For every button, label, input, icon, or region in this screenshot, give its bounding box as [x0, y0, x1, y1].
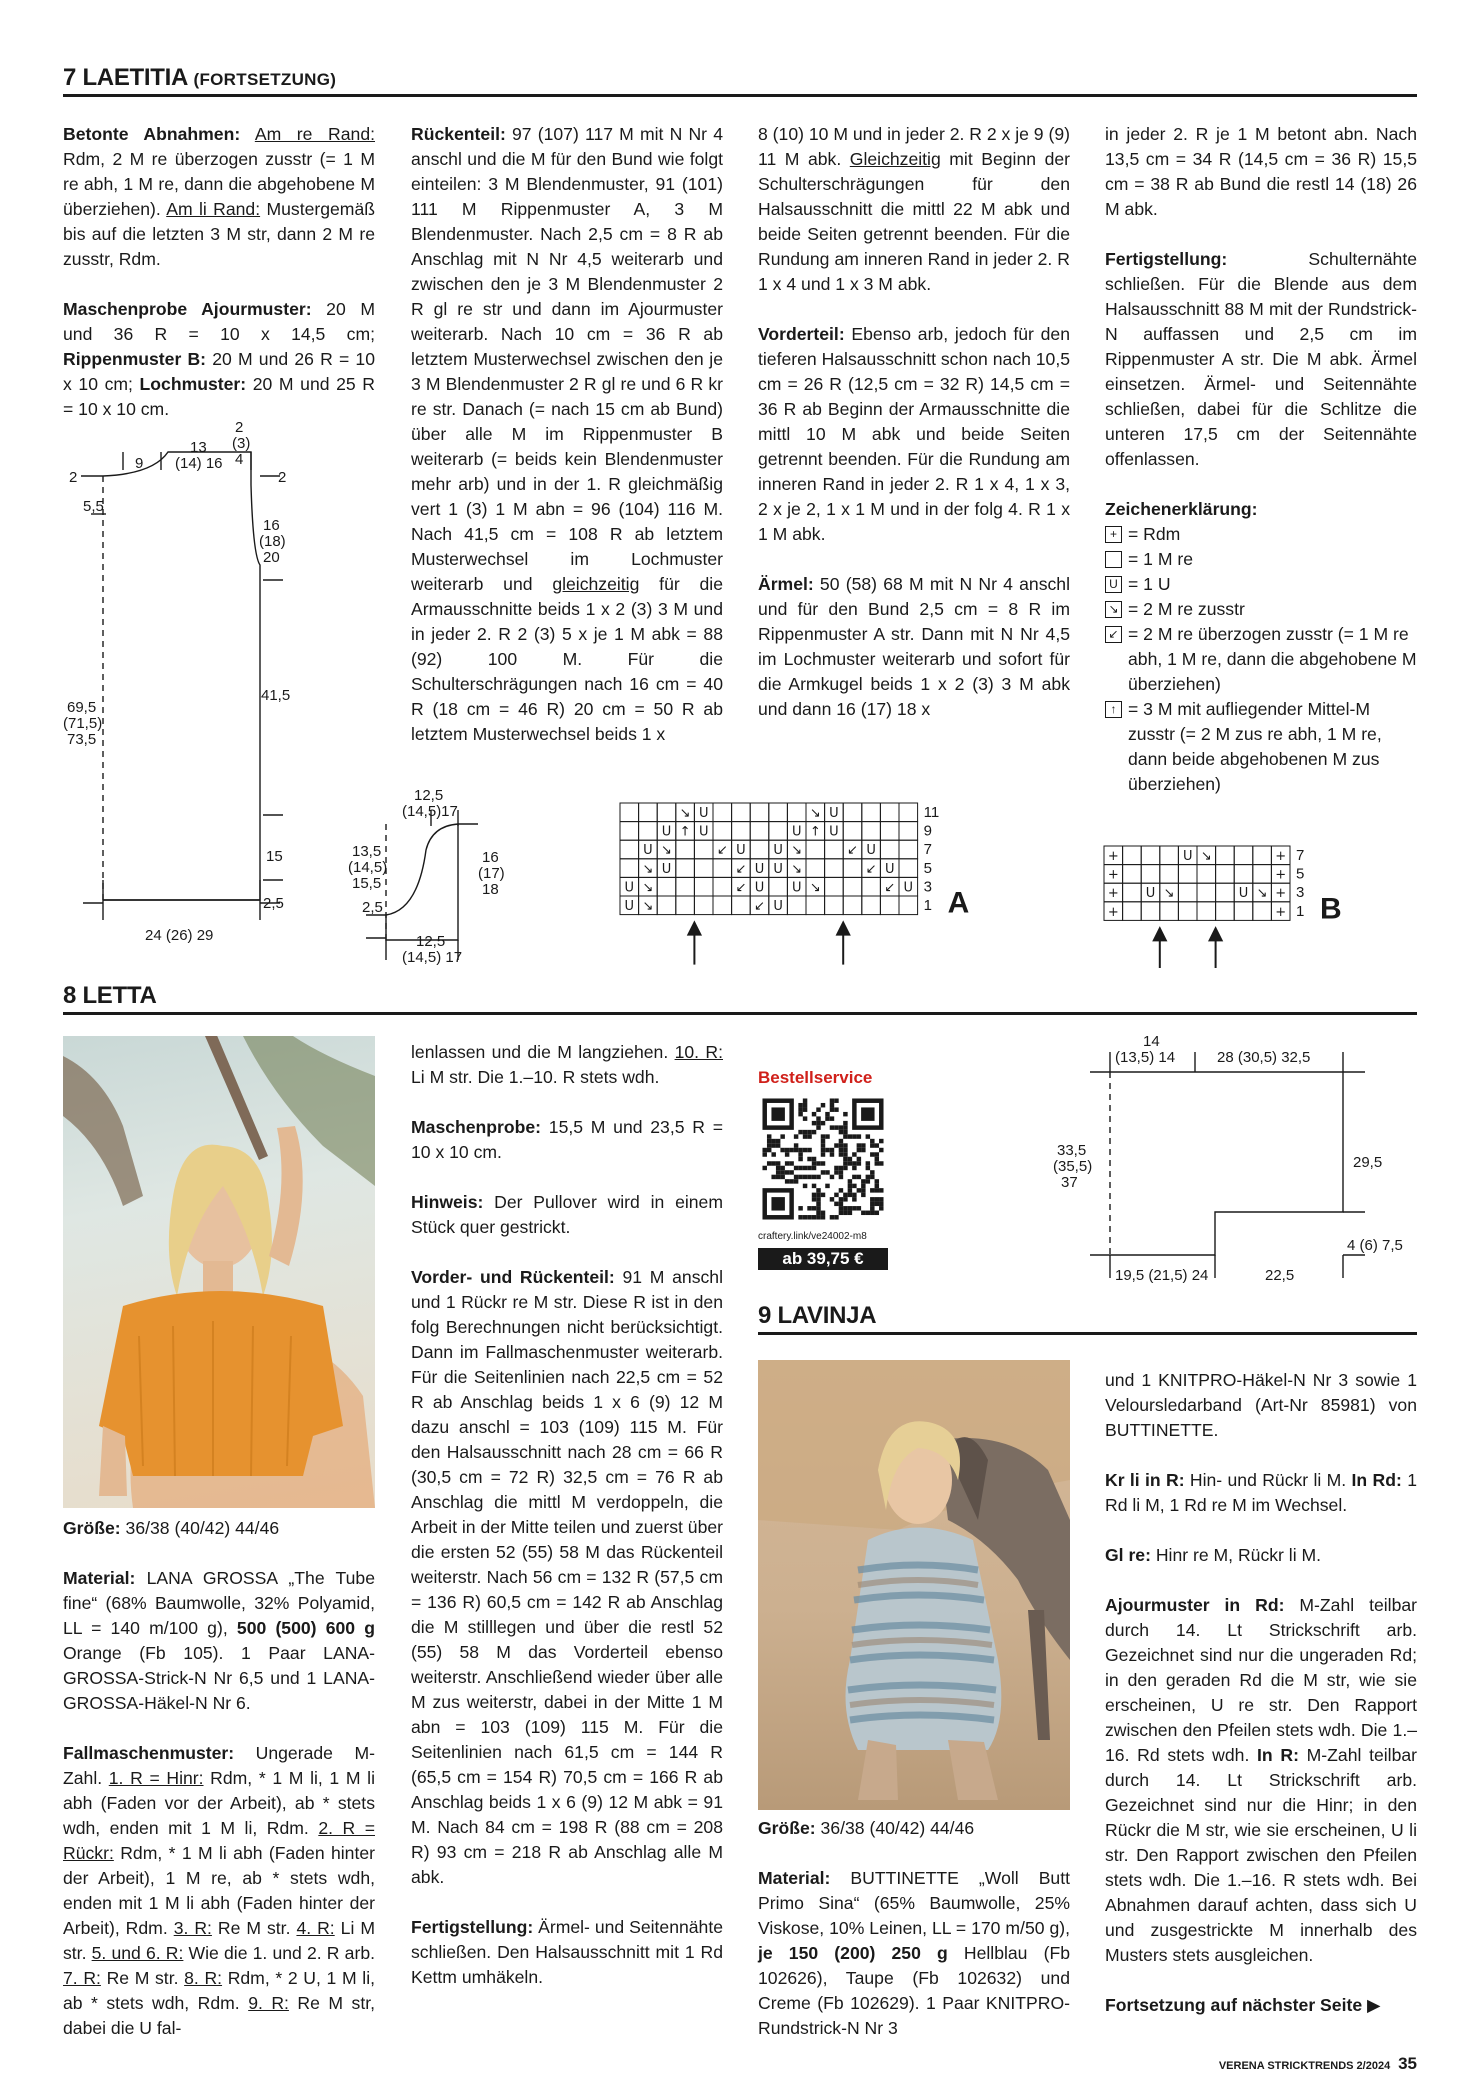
chart-cell	[1216, 902, 1235, 921]
chart-cell	[1234, 846, 1253, 865]
chart-symbol: ↙	[754, 899, 765, 914]
chart-cell	[694, 896, 713, 915]
section-7-col-4: in jeder 2. R je 1 M betont abn. Nach 13,5 cm = 34 R (14,5 cm = 36 R) 15,5 cm = 38 R ab Bund die restl 14 (18) 26 M abk. Fertigstellung: Schulternähte schließen. Für die Blende aus dem Halsausschnitt 88 M mit der Rundstrick-N auffassen und 2,5 cm im Rippenmuster A str. Die M abk. Ärmel einsetzen. Ärmel- und Seitennähte schließen, dabei für die Schlitze die unteren 17,5 cm der Seitennähte offenlassen. Zeichenerklärung: + = Rdm = 1 M re U = 1 U ↘ = 2 M re zusstr ↙ = 2 M re überzogen zusstr (= 1 M re abh, 1 M re, dann die abgehobene M überziehen) ↑ = 3 M mit aufliegender Mittel-M zusstr (= 2 M zus re abh, 1 M re, dann beide abgehobenen M zus überziehen)	[1105, 122, 1417, 797]
chart-cell	[1253, 846, 1272, 865]
chart-cell	[880, 840, 899, 859]
chart-row-label: 3	[923, 878, 932, 896]
chart-symbol: U	[1238, 886, 1249, 902]
chart-cell	[1178, 883, 1197, 902]
chart-cell	[1123, 846, 1142, 865]
chart-cell	[1123, 883, 1142, 902]
qr-code[interactable]	[758, 1094, 888, 1224]
chart-row-label: 3	[1296, 884, 1305, 902]
label-4-6-7-5: 4 (6) 7,5	[1347, 1237, 1403, 1254]
section-7-col-2: Rückenteil: 97 (107) 117 M mit N Nr 4 anschl und die M für den Bund wie folgt einteilen: 3 M Blendenmuster, 91 (101) 111 M Rippenmuster A, 3 M Blendenmuster. Nach 2,5 cm = 8 R ab Anschlag mit N Nr 4,5 weiterarb und zwischen den je 3 M Blendenmuster 2 R gl re str und dann im Ajourmuster weiterarb. Nach 10 cm = 36 R ab letztem Musterwechsel zwischen den je 3 M Blendenmuster 2 R gl re und 6 R kr re str. Danach (= nach 15 cm ab Bund) über alle M im Rippenmuster B weiterarb (= beids kein Blendenmuster mehr arb) und in der 1. R gleichmäßig vert 1 (3) 1 M abn = 96 (104) 116 M. Nach 41,5 cm = 108 R ab letztem Musterwechsel im Lochmuster weiterarb und gleichzeitig für die Armausschnitte beids 1 x 2 (3) 3 M und in jeder 2. R 2 (3) 5 x je 1 M abk = 88 (92) 100 M. Für die Schulterschrägungen nach 16 cm = 40 R (18 cm = 46 R) 20 cm = 50 R ab letztem Musterwechsel beids 1 x	[411, 124, 723, 744]
repeat-arrow-icon	[1210, 928, 1222, 968]
repeat-arrow-icon	[837, 923, 849, 965]
chart-symbol: U	[829, 806, 839, 821]
chart-symbol: U	[884, 861, 895, 877]
label-14-5-17-bottom: (14,5) 17	[402, 949, 463, 966]
chart-symbol: U	[773, 843, 783, 859]
chart-cell	[713, 822, 732, 841]
chart-cell	[862, 822, 881, 841]
chart-cell	[1253, 902, 1272, 921]
label-16: 16	[263, 517, 280, 534]
label-13-5: 13,5	[352, 843, 382, 860]
chart-cell	[1160, 902, 1179, 921]
chart-cell	[1123, 865, 1142, 884]
repeat-arrow-icon	[688, 923, 700, 965]
chart-cell	[1160, 865, 1179, 884]
label-14-5: (14,5)	[348, 859, 388, 876]
page-footer: VERENA STRICKTRENDS 2/2024 35	[1218, 2054, 1417, 2073]
section-8-col-1: Größe: 36/38 (40/42) 44/46 Material: LANA GROSSA „The Tube fine“ (68% Baumwolle, 32% Polyamid, LL = 140 m/100 g), 500 (500) 600 g Orange (Fb 105). 1 Paar LANA-GROSSA-Strick-N Nr 6,5 und 1 LANA-GROSSA-Häkel-N Nr 6. Fallmaschenmuster: Ungerade M-Zahl. 1. R = Hinr: Rdm, * 1 M li, 1 M li abh (Faden vor der Arbeit), ab * stets wdh, enden mit 1 M li, Rdm. 2. R = Rückr: Rdm, * 1 M li abh (Faden hinter der Arbeit), 1 M re, ab * stets wdh, enden mit 1 M li abh (Faden hinter der Arbeit), Rdm. 3. R: Re M str. 4. R: Li M str. 5. und 6. R: Wie die 1. und 2. R arb. 7. R: Re M str. 8. R: Rdm, * 2 U, 1 M li, ab * stets wdh, Rdm. 9. R: Re M str, dabei die U fal-	[63, 1518, 375, 2038]
label-22-5: 22,5	[1265, 1267, 1295, 1284]
label-18: (18)	[259, 533, 286, 550]
chart-row-label: 1	[923, 897, 932, 914]
chart-cell	[1216, 846, 1235, 865]
legend-text: = 1 M re	[1128, 549, 1194, 569]
chart-symbol: U	[1145, 886, 1156, 902]
chart-row-label: 7	[923, 841, 932, 859]
chart-symbol: U	[754, 861, 765, 877]
legend-item	[1105, 572, 1417, 597]
chart-cell	[657, 896, 676, 915]
label-width: 24 (26) 29	[145, 927, 214, 944]
body-schematic	[63, 410, 303, 950]
chart-symbol: U	[866, 843, 876, 859]
label-15: 15	[266, 848, 283, 865]
order-title: Bestellservice	[758, 1068, 873, 1087]
chart-cell	[843, 896, 862, 915]
chart-cell	[713, 803, 732, 822]
label-35-5: (35,5)	[1053, 1158, 1093, 1175]
label-33-5: 33,5	[1057, 1142, 1087, 1159]
chart-cell	[639, 822, 658, 841]
chart-symbol: U	[754, 880, 765, 896]
legend-symbol-icon: ↙	[1105, 626, 1122, 643]
chart-symbol: U	[698, 806, 709, 821]
chart-symbol: U	[624, 880, 635, 896]
label-16: 16	[482, 849, 499, 866]
chart-cell	[899, 896, 918, 915]
chart-symbol: ↘	[1256, 886, 1268, 902]
chart-cell	[880, 803, 899, 822]
chart-symbol: ↘	[1200, 849, 1212, 864]
chart-cell	[750, 803, 769, 822]
chart-symbol: ↙	[716, 843, 728, 859]
chart-symbol: +	[1275, 886, 1287, 902]
chart-cell	[880, 896, 899, 915]
section-7-col-3: 8 (10) 10 M und in jeder 2. R 2 x je 9 (9) 11 M abk. Gleichzeitig mit Beginn der Schulterschrägungen für den Halsausschnitt die mittl 22 M abk und beide Seiten getrennt beenden. Für die Rundung am inneren Rand in jeder 2. R 1 x 4 und 1 x 3 M abk. Vorderteil: Ebenso arb, jedoch für den tieferen Halsausschnitt schon nach 10,5 cm = 26 R (12,5 cm = 32 R) 14,5 cm = 36 R ab Beginn der Armausschnitte die mittl 10 M abk und beide Seiten getrennt beenden. Für die Rundung am inneren Rand in jeder 2. R 1 x 4, 1 x 3, 2 x je 2, 1 x 1 M und in der folg 4. R 1 x 1 M abk. Ärmel: 50 (58) 68 M mit N Nr 4 anschl und für den Bund 2,5 cm = 8 R im Rippenmuster A str. Dann mit N Nr 4,5 im Lochmuster weiterarb und sofort für die Armkugel beids 1 x 2 (3) 3 M abk und dann 16 (17) 18 x	[758, 124, 1070, 719]
chart-cell	[862, 877, 881, 896]
chart-row-label: 5	[923, 859, 932, 877]
chart-cell	[769, 803, 788, 822]
chart-cell	[694, 859, 713, 878]
chart-symbol: ↙	[847, 843, 858, 859]
chart-symbol: +	[1107, 867, 1119, 883]
chart-label: A	[947, 886, 970, 920]
chart-cell	[732, 896, 751, 915]
chart-symbol: ↘	[1163, 886, 1175, 902]
chart-cell	[657, 877, 676, 896]
label-12-5: 12,5	[414, 787, 444, 804]
label-2-5: 2,5	[263, 895, 284, 912]
label-17: (17)	[478, 865, 505, 882]
chart-symbol: U	[698, 824, 709, 840]
chart-cell	[750, 840, 769, 859]
chart-symbol: ↑	[809, 824, 821, 840]
label-69-5: 69,5	[67, 699, 97, 716]
continue-link[interactable]: Fortsetzung auf nächster Seite ▶	[1105, 1995, 1381, 2015]
label-9: 9	[135, 455, 144, 472]
chart-cell	[787, 896, 806, 915]
chart-cell	[639, 803, 658, 822]
chart-cell	[750, 822, 769, 841]
chart-cell	[843, 822, 862, 841]
chart-row-label: 11	[923, 804, 940, 821]
symbol-legend	[1105, 522, 1417, 797]
label-4: 4	[235, 451, 244, 468]
label-28: 28 (30,5) 32,5	[1217, 1049, 1311, 1066]
chart-cell	[1197, 865, 1216, 884]
order-price: ab 39,75 €	[758, 1248, 888, 1270]
label-14-16: (14) 16	[175, 455, 223, 472]
label-15-5: 15,5	[352, 875, 382, 892]
chart-symbol: +	[1275, 904, 1287, 920]
chart-symbol: ↙	[735, 880, 747, 896]
letta-photo	[63, 1036, 375, 1508]
chart-cell	[825, 896, 844, 915]
chart-cell	[620, 859, 639, 878]
chart-cell	[806, 896, 825, 915]
chart-cell	[862, 803, 881, 822]
chart-cell	[769, 877, 788, 896]
legend-text: = Rdm	[1128, 524, 1181, 544]
label-neck-left: 2	[69, 469, 78, 486]
section-8-heading: 8 LETTA	[63, 982, 1417, 1015]
chart-label: B	[1320, 892, 1342, 926]
chart-row-label: 1	[1296, 902, 1305, 920]
chart-symbol: +	[1107, 886, 1119, 902]
legend-symbol-icon	[1105, 551, 1122, 568]
sleeve-schematic	[346, 780, 526, 970]
label-5-5: 5,5	[83, 498, 104, 515]
chart-cell	[843, 877, 862, 896]
label-19-5: 19,5 (21,5) 24	[1115, 1267, 1209, 1284]
chart-cell	[1141, 865, 1160, 884]
legend-text: = 1 U	[1128, 574, 1171, 594]
chart-cell	[1197, 902, 1216, 921]
chart-symbol: U	[624, 899, 635, 914]
order-link[interactable]: craftery.link/ve24002-m8	[758, 1231, 867, 1242]
chart-cell	[713, 877, 732, 896]
chart-symbol: ↙	[865, 861, 877, 877]
section-8-col-2: lenlassen und die M langziehen. 10. R: Li M str. Die 1.–10. R stets wdh. Maschenprobe: 15,5 M und 23,5 R = 10 x 10 cm. Hinweis: Der Pullover wird in einem Stück quer gestrickt. Vorder- und Rückenteil: 91 M anschl und 1 Rückr re M str. Diese R ist in den folg Berechnungen nicht berücksichtigt. Dann im Fallmaschenmuster weiterarb. Für die Seitenlinien nach 22,5 cm = 52 R ab Anschlag beids 1 x 6 (9) 12 M dazu anschl = 103 (109) 115 M. Für den Halsausschnitt nach 28 cm = 66 R (30,5 cm = 72 R) 32,5 cm = 76 R ab Anschlag die mittl M verdoppeln, die Arbeit in der Mitte teilen und zuerst über die ersten 52 (55) 58 M das Rückenteil weiterstr. Nach 56 cm = 132 R (57,5 cm = 136 R) 60,5 cm = 142 R ab Anschlag die M stilllegen und über die restl 52 (55) 58 M das Vorderteil ebenso weiterstr. Anschließend wieder über alle M zus weiterstr, dabei in der Mitte 1 M abn = 103 (109) 115 M. Für die Seitenlinien nach 61,5 cm = 144 R (65,5 cm = 154 R) 70,5 cm = 166 R ab Anschlag beids 1 x 6 (9) 12 M abk = 91 M. Nach 84 cm = 198 R (88 cm = 208 R) 93 cm = 218 R ab Anschlag alle M abk. Fertigstellung: Ärmel- und Seitennähte schließen. Den Halsausschnitt mit 1 Rd Kettm umhäkeln.	[411, 1042, 723, 1987]
chart-cell	[825, 840, 844, 859]
chart-row-label: 5	[1296, 865, 1305, 883]
chart-symbol: ↘	[809, 806, 821, 821]
chart-row-label: 7	[1296, 847, 1305, 864]
chart-cell	[843, 859, 862, 878]
repeat-arrow-icon	[1154, 928, 1166, 968]
chart-cell	[843, 803, 862, 822]
label-71-5: (71,5)	[63, 715, 103, 732]
chart-cell	[676, 877, 695, 896]
chart-symbol: U	[903, 880, 914, 896]
chart-cell	[806, 859, 825, 878]
chart-symbol: ↑	[679, 824, 691, 840]
chart-cell	[899, 859, 918, 878]
chart-symbol: ↘	[791, 861, 803, 877]
chart-cell	[899, 822, 918, 841]
section-7-col-1: Betonte Abnahmen: Am re Rand: Rdm, 2 M re überzogen zusstr (= 1 M re abh, 1 M re, dann die abgehobene M überziehen). Am li Rand: Mustergemäß bis auf die letzten 3 M str, dann 2 M re zusstr, Rdm. Maschenprobe Ajourmuster: 20 M und 36 R = 10 x 14,5 cm; Rippenmuster B: 20 M und 26 R = 10 x 10 cm; Lochmuster: 20 M und 25 R = 10 x 10 cm.	[63, 124, 376, 419]
section-7-heading: 7 LAETITIA (FORTSETZUNG)	[63, 64, 1417, 97]
chart-symbol: +	[1275, 849, 1287, 864]
chart-cell	[1178, 902, 1197, 921]
chart-cell	[732, 803, 751, 822]
chart-row-label: 9	[923, 822, 932, 840]
legend-symbol-icon: ↘	[1105, 601, 1122, 618]
chart-symbol: U	[773, 899, 783, 914]
chart-cell	[1234, 902, 1253, 921]
chart-cell	[1160, 846, 1179, 865]
chart-cell	[1253, 865, 1272, 884]
chart-cell	[694, 877, 713, 896]
legend-item	[1105, 622, 1417, 697]
legend-text: = 2 M re zusstr	[1128, 599, 1245, 619]
chart-symbol: U	[829, 824, 839, 840]
chart-cell	[1141, 902, 1160, 921]
stitch-chart-b	[1100, 838, 1430, 968]
label-20: 20	[263, 549, 280, 566]
chart-cell	[657, 803, 676, 822]
chart-cell	[713, 896, 732, 915]
chart-symbol: U	[736, 843, 746, 859]
section-9-heading: 9 LAVINJA	[758, 1302, 1417, 1335]
chart-symbol: ↙	[735, 861, 747, 877]
chart-cell	[1216, 865, 1235, 884]
legend-symbol-icon: ↑	[1105, 701, 1122, 718]
chart-cell	[787, 803, 806, 822]
chart-symbol: +	[1107, 849, 1119, 864]
chart-symbol: ↘	[809, 880, 821, 896]
chart-cell	[676, 840, 695, 859]
chart-cell	[620, 803, 639, 822]
chart-cell	[1216, 883, 1235, 902]
label-29-5: 29,5	[1353, 1154, 1383, 1171]
chart-cell	[1178, 865, 1197, 884]
chart-cell	[880, 822, 899, 841]
label-18: 18	[482, 881, 499, 898]
chart-cell	[676, 896, 695, 915]
chart-symbol: ↘	[642, 880, 654, 896]
legend-item	[1105, 547, 1417, 572]
chart-cell	[769, 822, 788, 841]
legend-item	[1105, 522, 1417, 547]
label-73-5: 73,5	[67, 731, 97, 748]
chart-cell	[620, 840, 639, 859]
chart-symbol: ↘	[679, 806, 691, 821]
label-2-5: 2,5	[362, 899, 383, 916]
label-13: 13	[190, 439, 207, 456]
chart-cell	[825, 859, 844, 878]
chart-cell	[1197, 883, 1216, 902]
chart-symbol: U	[661, 861, 672, 877]
chart-cell	[732, 822, 751, 841]
label-12-5-bottom: 12,5	[416, 933, 446, 950]
chart-cell	[899, 803, 918, 822]
order-service	[758, 1068, 898, 1270]
label-2: 2	[235, 419, 244, 436]
chart-symbol: ↘	[642, 861, 654, 877]
legend-item	[1105, 697, 1417, 797]
chart-symbol: U	[643, 843, 653, 859]
label-13-5-14: (13,5) 14	[1115, 1049, 1176, 1066]
legend-symbol-icon: +	[1105, 526, 1122, 543]
chart-cell	[694, 840, 713, 859]
chart-symbol: U	[773, 861, 783, 877]
chart-symbol: ↘	[661, 843, 672, 859]
label-14-5-17: (14,5)17	[402, 803, 458, 820]
section-9-col-1: Größe: 36/38 (40/42) 44/46 Material: BUTTINETTE „Woll Butt Primo Sina“ (65% Baumwolle, 25% Viskose, 10% Leinen, LL = 170 m/50 g), je 150 (200) 250 g Hellblau (Fb 102626), Taupe (Fb 102632) und Creme (Fb 102629). 1 Paar KNITPRO-Rundstrick-N Nr 3	[758, 1818, 1070, 2038]
chart-symbol: U	[791, 824, 802, 840]
chart-symbol: U	[661, 824, 672, 840]
label-41-5: 41,5	[261, 687, 291, 704]
chart-symbol: +	[1107, 904, 1119, 920]
label-3: (3)	[232, 435, 251, 452]
label-37: 37	[1061, 1174, 1078, 1191]
chart-cell	[806, 840, 825, 859]
section-9-col-2: und 1 KNITPRO-Häkel-N Nr 3 sowie 1 Veloursledarband (Art-Nr 85981) von BUTTINETTE. Kr li in R: Hin- und Rückr li M. In Rd: 1 Rd li M, 1 Rd re M im Wechsel. Gl re: Hinr re M, Rückr li M. Ajourmuster in Rd: M-Zahl teilbar durch 14. Lt Strickschrift arb. Gezeichnet sind nur die ungeraden Rd; in den geraden Rd die M str, wie sie erscheinen, U re str. Den Rapport zwischen den Pfeilen stets wdh. Die 1.–16. Rd stets wdh. In R: M-Zahl teilbar durch 14. Lt Strickschrift arb. Gezeichnet sind nur die Hinr; in den Rückr die M str, wie sie erscheinen, U li str. Den Rapport zwischen den Pfeilen stets wdh. Die 1.–16. R stets wdh. Bei Abnahmen darauf achten, dass sich U und zusgestrickte M innerhalb des Musters stets ausgleichen. Fortsetzung auf nächster Seite ▶	[1105, 1370, 1418, 2015]
chart-cell	[1141, 846, 1160, 865]
legend-symbol-icon: U	[1105, 576, 1122, 593]
letta-schematic	[1035, 1030, 1435, 1290]
chart-cell	[713, 859, 732, 878]
chart-cell	[1234, 865, 1253, 884]
legend-text: = 2 M re überzogen zusstr (= 1 M re abh, 1 M re, dann die abgehobene M überziehen)	[1128, 624, 1417, 694]
chart-cell	[825, 877, 844, 896]
stitch-chart-a	[616, 795, 1066, 965]
chart-cell	[899, 840, 918, 859]
chart-cell	[676, 859, 695, 878]
chart-symbol: ↘	[791, 843, 803, 859]
legend-item	[1105, 597, 1417, 622]
chart-cell	[620, 822, 639, 841]
chart-symbol: +	[1275, 867, 1287, 883]
legend-text: = 3 M mit aufliegender Mittel-M zusstr (= 2 M zus re abh, 1 M re, dann beide abgehobenen M zus überziehen)	[1128, 699, 1382, 794]
chart-symbol: ↙	[884, 880, 896, 896]
chart-symbol: U	[791, 880, 802, 896]
label-neck-right: 2	[278, 469, 287, 486]
chart-symbol: U	[1182, 849, 1193, 864]
chart-cell	[862, 896, 881, 915]
chart-cell	[1123, 902, 1142, 921]
lavinja-photo	[758, 1360, 1070, 1810]
chart-symbol: ↘	[642, 899, 654, 914]
label-14: 14	[1143, 1033, 1160, 1050]
